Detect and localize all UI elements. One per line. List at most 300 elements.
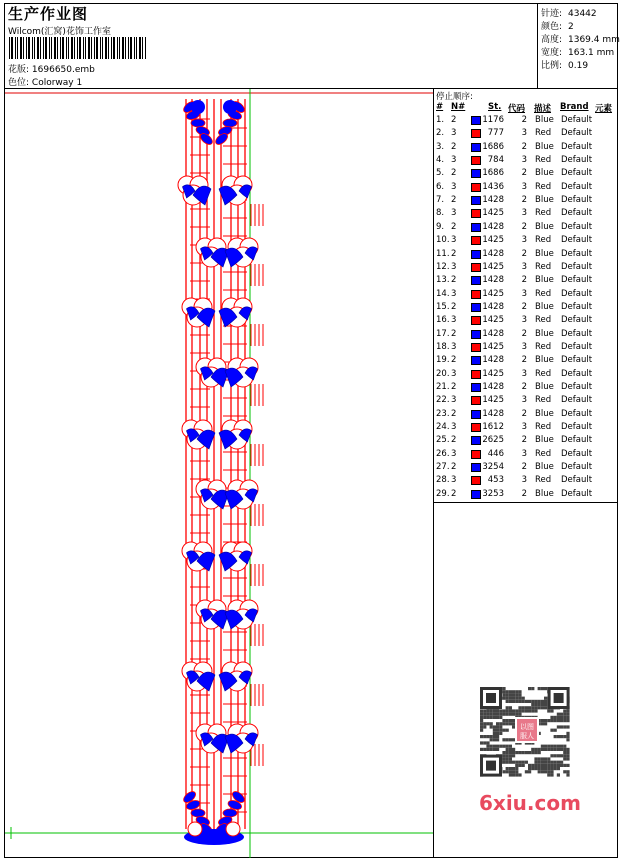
color-swatch bbox=[471, 370, 481, 379]
stop-brand: Default bbox=[561, 208, 593, 219]
qr-module bbox=[515, 764, 518, 767]
qr-module bbox=[528, 709, 531, 712]
qr-module bbox=[486, 716, 489, 719]
stop-stitches: 1425 bbox=[482, 261, 504, 272]
qr-module bbox=[493, 709, 496, 712]
stop-stitches: 1425 bbox=[482, 395, 504, 406]
stop-stitches: 3253 bbox=[482, 488, 504, 499]
barcode-bar bbox=[79, 37, 81, 59]
stop-needle: 3 bbox=[451, 422, 457, 433]
qr-module bbox=[512, 722, 515, 725]
stop-stitches: 1425 bbox=[482, 235, 504, 246]
stop-needle: 3 bbox=[451, 368, 457, 379]
qr-module bbox=[493, 735, 496, 738]
design-stats bbox=[537, 4, 618, 88]
qr-module bbox=[541, 719, 544, 722]
qr-module bbox=[544, 719, 547, 722]
qr-module bbox=[566, 757, 569, 760]
qr-module bbox=[480, 716, 483, 719]
barcode-bar bbox=[125, 37, 126, 59]
color-swatch bbox=[471, 276, 481, 285]
stop-description: Blue bbox=[535, 168, 554, 179]
barcode-bar bbox=[108, 37, 109, 59]
qr-module bbox=[566, 754, 569, 757]
barcode-bar bbox=[23, 37, 24, 59]
stop-description: Blue bbox=[535, 328, 554, 339]
stop-number: 29. bbox=[436, 488, 450, 499]
qr-module bbox=[560, 754, 563, 757]
qr-module bbox=[541, 687, 544, 690]
qr-module bbox=[499, 732, 502, 735]
stop-number: 4. bbox=[436, 155, 445, 166]
qr-module bbox=[496, 732, 499, 735]
stop-brand: Default bbox=[561, 355, 593, 366]
qr-module bbox=[518, 773, 521, 776]
qr-stamp-text: 服人 bbox=[520, 732, 534, 740]
qr-module bbox=[554, 761, 557, 764]
color-swatch bbox=[471, 236, 481, 245]
barcode-bar bbox=[88, 37, 90, 59]
qr-module bbox=[483, 748, 486, 751]
stop-sequence-table bbox=[434, 89, 617, 502]
qr-module bbox=[506, 761, 509, 764]
qr-module bbox=[518, 764, 521, 767]
qr-module bbox=[515, 700, 518, 703]
barcode-bar bbox=[134, 37, 135, 59]
qr-module bbox=[509, 713, 512, 716]
stop-sequence-title: 停止顺序: bbox=[436, 92, 473, 102]
qr-module bbox=[563, 735, 566, 738]
qr-finder-core bbox=[486, 693, 496, 703]
stop-stitches: 784 bbox=[487, 155, 504, 166]
qr-module bbox=[493, 745, 496, 748]
qr-module bbox=[512, 709, 515, 712]
qr-module bbox=[534, 757, 537, 760]
stop-number: 24. bbox=[436, 422, 450, 433]
qr-module bbox=[550, 764, 553, 767]
qr-module bbox=[563, 709, 566, 712]
qr-module bbox=[480, 748, 483, 751]
stop-needle: 2 bbox=[451, 435, 457, 446]
stop-number: 12. bbox=[436, 261, 450, 272]
qr-module bbox=[563, 751, 566, 754]
stop-needle: 2 bbox=[451, 221, 457, 232]
stop-brand: Default bbox=[561, 288, 593, 299]
qr-module bbox=[483, 725, 486, 728]
qr-module bbox=[506, 748, 509, 751]
qr-module bbox=[566, 764, 569, 767]
stop-description: Blue bbox=[535, 435, 554, 446]
qr-module bbox=[515, 773, 518, 776]
qr-module bbox=[541, 770, 544, 773]
qr-module bbox=[496, 709, 499, 712]
stop-needle: 2 bbox=[451, 408, 457, 419]
stop-description: Blue bbox=[535, 248, 554, 259]
qr-module bbox=[493, 732, 496, 735]
color-swatch bbox=[471, 450, 481, 459]
qr-module bbox=[506, 697, 509, 700]
qr-module bbox=[528, 770, 531, 773]
qr-module bbox=[515, 767, 518, 770]
qr-module bbox=[534, 761, 537, 764]
stop-row bbox=[434, 275, 617, 288]
qr-module bbox=[506, 745, 509, 748]
qr-module bbox=[506, 693, 509, 696]
stop-brand: Default bbox=[561, 475, 593, 486]
qr-module bbox=[538, 767, 541, 770]
qr-module bbox=[493, 729, 496, 732]
stop-brand: Default bbox=[561, 395, 593, 406]
stop-brand: Default bbox=[561, 315, 593, 326]
design-preview bbox=[5, 89, 433, 858]
qr-module bbox=[531, 767, 534, 770]
qr-module bbox=[544, 761, 547, 764]
stop-description: Red bbox=[535, 368, 552, 379]
table-divider bbox=[434, 502, 617, 503]
qr-module bbox=[550, 767, 553, 770]
qr-module bbox=[486, 735, 489, 738]
stop-code: 3 bbox=[521, 315, 527, 326]
stop-code: 2 bbox=[521, 248, 527, 259]
stop-row bbox=[434, 302, 617, 315]
colorway-label: 色位: bbox=[8, 78, 30, 88]
barcode-bar bbox=[100, 37, 101, 59]
qr-module bbox=[483, 716, 486, 719]
stop-needle: 2 bbox=[451, 141, 457, 152]
barcode-bar bbox=[105, 37, 107, 59]
qr-module bbox=[499, 716, 502, 719]
qr-module bbox=[566, 738, 569, 741]
color-swatch bbox=[471, 410, 481, 419]
qr-module bbox=[518, 761, 521, 764]
color-swatch bbox=[471, 196, 481, 205]
barcode-bar bbox=[74, 37, 75, 59]
barcode-bar bbox=[60, 37, 61, 59]
stop-code: 3 bbox=[521, 368, 527, 379]
stop-number: 23. bbox=[436, 408, 450, 419]
stop-needle: 3 bbox=[451, 395, 457, 406]
qr-module bbox=[528, 751, 531, 754]
qr-module bbox=[566, 732, 569, 735]
color-swatch bbox=[471, 463, 481, 472]
qr-module bbox=[547, 773, 550, 776]
stop-row bbox=[434, 168, 617, 181]
qr-module bbox=[544, 703, 547, 706]
stop-description: Red bbox=[535, 128, 552, 139]
barcode-bar bbox=[85, 37, 86, 59]
qr-module bbox=[512, 767, 515, 770]
qr-module bbox=[499, 729, 502, 732]
stop-description: Red bbox=[535, 288, 552, 299]
stop-code: 2 bbox=[521, 168, 527, 179]
qr-module bbox=[554, 719, 557, 722]
stop-description: Blue bbox=[535, 488, 554, 499]
qr-module bbox=[502, 693, 505, 696]
qr-module bbox=[483, 741, 486, 744]
stop-code: 2 bbox=[521, 382, 527, 392]
color-swatch bbox=[471, 290, 481, 299]
qr-module bbox=[496, 725, 499, 728]
qr-module bbox=[525, 761, 528, 764]
stop-row bbox=[434, 208, 617, 221]
qr-stamp-text: 以图 bbox=[520, 723, 534, 731]
qr-module bbox=[515, 693, 518, 696]
qr-module bbox=[518, 700, 521, 703]
stop-brand: Default bbox=[561, 168, 593, 179]
stop-code: 2 bbox=[521, 355, 527, 366]
qr-module bbox=[512, 697, 515, 700]
stop-description: Blue bbox=[535, 408, 554, 419]
stop-needle: 2 bbox=[451, 195, 457, 206]
qr-module bbox=[557, 735, 560, 738]
stop-code: 2 bbox=[521, 328, 527, 339]
qr-module bbox=[550, 761, 553, 764]
stop-needle: 2 bbox=[451, 275, 457, 286]
qr-module bbox=[509, 738, 512, 741]
stop-number: 16. bbox=[436, 315, 450, 326]
stop-number: 25. bbox=[436, 435, 450, 446]
qr-module bbox=[547, 770, 550, 773]
stop-code: 2 bbox=[521, 488, 527, 499]
barcode-bar bbox=[28, 37, 30, 59]
qr-module bbox=[550, 770, 553, 773]
stop-stitches: 1176 bbox=[482, 115, 504, 125]
qr-module bbox=[506, 700, 509, 703]
barcode-bar bbox=[9, 37, 10, 59]
qr-module bbox=[566, 770, 569, 773]
stop-code: 2 bbox=[521, 115, 527, 125]
stop-stitches: 1428 bbox=[482, 382, 504, 392]
stop-row bbox=[434, 235, 617, 248]
stop-row bbox=[434, 435, 617, 448]
stop-description: Blue bbox=[535, 195, 554, 206]
qr-module bbox=[502, 722, 505, 725]
qr-module bbox=[509, 745, 512, 748]
qr-module bbox=[541, 703, 544, 706]
barcode bbox=[9, 37, 146, 59]
qr-module bbox=[483, 713, 486, 716]
qr-module bbox=[512, 725, 515, 728]
color-swatch bbox=[471, 490, 481, 499]
qr-module bbox=[502, 761, 505, 764]
stop-stitches: 1428 bbox=[482, 221, 504, 232]
barcode-bar bbox=[66, 37, 67, 59]
qr-module bbox=[518, 706, 521, 709]
stop-row bbox=[434, 449, 617, 462]
qr-module bbox=[522, 700, 525, 703]
stop-code: 2 bbox=[521, 301, 527, 312]
qr-module bbox=[531, 687, 534, 690]
qr-module bbox=[531, 700, 534, 703]
col-number: # bbox=[436, 102, 444, 112]
stop-stitches: 1428 bbox=[482, 408, 504, 419]
stop-code: 2 bbox=[521, 275, 527, 286]
stop-description: Blue bbox=[535, 301, 554, 312]
qr-module bbox=[512, 754, 515, 757]
blue-petal bbox=[191, 809, 205, 817]
qr-finder-core bbox=[486, 761, 496, 771]
qr-module bbox=[509, 722, 512, 725]
barcode-bar bbox=[136, 37, 137, 59]
stop-number: 20. bbox=[436, 368, 450, 379]
barcode-bar bbox=[37, 37, 39, 59]
qr-module bbox=[490, 722, 493, 725]
qr-module bbox=[547, 745, 550, 748]
qr-module bbox=[550, 745, 553, 748]
stop-brand: Default bbox=[561, 128, 593, 139]
qr-module bbox=[554, 729, 557, 732]
qr-module bbox=[563, 770, 566, 773]
qr-module bbox=[534, 703, 537, 706]
stop-stitches: 1428 bbox=[482, 301, 504, 312]
stop-code: 2 bbox=[521, 435, 527, 446]
qr-module bbox=[550, 754, 553, 757]
qr-module bbox=[515, 761, 518, 764]
stop-row bbox=[434, 222, 617, 235]
stop-brand: Default bbox=[561, 195, 593, 206]
stop-number: 22. bbox=[436, 395, 450, 406]
blue-bloom bbox=[191, 100, 205, 114]
qr-module bbox=[544, 770, 547, 773]
qr-module bbox=[512, 748, 515, 751]
qr-module bbox=[557, 713, 560, 716]
stop-brand: Default bbox=[561, 408, 593, 419]
qr-module bbox=[563, 745, 566, 748]
qr-module bbox=[560, 748, 563, 751]
color-swatch bbox=[471, 436, 481, 445]
qr-module bbox=[544, 757, 547, 760]
stop-row bbox=[434, 382, 617, 395]
stop-description: Blue bbox=[535, 382, 554, 392]
qr-module bbox=[566, 773, 569, 776]
qr-module bbox=[483, 709, 486, 712]
color-swatch bbox=[471, 183, 481, 192]
qr-module bbox=[518, 713, 521, 716]
stop-needle: 2 bbox=[451, 248, 457, 259]
qr-module bbox=[506, 757, 509, 760]
qr-module bbox=[502, 709, 505, 712]
qr-module bbox=[531, 706, 534, 709]
color-swatch bbox=[471, 330, 481, 339]
color-swatch bbox=[471, 143, 481, 152]
qr-module bbox=[502, 690, 505, 693]
stop-needle: 2 bbox=[451, 382, 457, 392]
stop-code: 3 bbox=[521, 288, 527, 299]
qr-module bbox=[525, 751, 528, 754]
qr-module bbox=[566, 725, 569, 728]
stop-number: 5. bbox=[436, 168, 445, 179]
qr-module bbox=[550, 709, 553, 712]
qr-module bbox=[566, 719, 569, 722]
qr-module bbox=[509, 697, 512, 700]
qr-module bbox=[512, 719, 515, 722]
color-swatch bbox=[471, 169, 481, 178]
qr-module bbox=[486, 741, 489, 744]
qr-module bbox=[534, 764, 537, 767]
color-swatch bbox=[471, 129, 481, 138]
qr-module bbox=[515, 751, 518, 754]
qr-module bbox=[563, 757, 566, 760]
qr-module bbox=[509, 770, 512, 773]
qr-module bbox=[486, 709, 489, 712]
qr-module bbox=[493, 748, 496, 751]
stop-needle: 3 bbox=[451, 261, 457, 272]
stop-brand: Default bbox=[561, 368, 593, 379]
qr-module bbox=[528, 767, 531, 770]
stop-number: 17. bbox=[436, 328, 450, 339]
stop-needle: 2 bbox=[451, 462, 457, 473]
barcode-bar bbox=[43, 37, 44, 59]
stop-description: Red bbox=[535, 475, 552, 486]
barcode-bar bbox=[83, 37, 84, 59]
qr-module bbox=[541, 761, 544, 764]
qr-module bbox=[531, 703, 534, 706]
color-swatch bbox=[471, 116, 481, 125]
color-swatch bbox=[471, 156, 481, 165]
qr-module bbox=[528, 700, 531, 703]
qr-module bbox=[506, 719, 509, 722]
stop-number: 27. bbox=[436, 462, 450, 473]
qr-module bbox=[512, 770, 515, 773]
qr-module bbox=[566, 735, 569, 738]
stop-number: 11. bbox=[436, 248, 450, 259]
stop-brand: Default bbox=[561, 235, 593, 246]
qr-module bbox=[490, 735, 493, 738]
color-swatch bbox=[471, 343, 481, 352]
qr-module bbox=[538, 687, 541, 690]
qr-module bbox=[496, 735, 499, 738]
stop-code: 3 bbox=[521, 422, 527, 433]
qr-module bbox=[493, 738, 496, 741]
stop-needle: 3 bbox=[451, 475, 457, 486]
colorway bbox=[8, 75, 82, 88]
qr-module bbox=[502, 697, 505, 700]
color-swatch bbox=[471, 383, 481, 392]
barcode-bar bbox=[40, 37, 41, 59]
stop-number: 19. bbox=[436, 355, 450, 366]
qr-module bbox=[563, 754, 566, 757]
stop-needle: 2 bbox=[451, 115, 457, 125]
color-swatch bbox=[471, 263, 481, 272]
qr-module bbox=[531, 764, 534, 767]
stop-needle: 3 bbox=[451, 208, 457, 219]
stop-stitches: 777 bbox=[487, 128, 504, 139]
barcode-bar bbox=[130, 37, 132, 59]
qr-module bbox=[496, 738, 499, 741]
stop-brand: Default bbox=[561, 141, 593, 152]
qr-module bbox=[486, 722, 489, 725]
qr-module bbox=[554, 745, 557, 748]
qr-module bbox=[502, 719, 505, 722]
qr-module bbox=[538, 770, 541, 773]
stop-stitches: 1425 bbox=[482, 288, 504, 299]
qr-module bbox=[531, 748, 534, 751]
qr-module bbox=[522, 697, 525, 700]
barcode-bar bbox=[102, 37, 103, 59]
qr-module bbox=[496, 729, 499, 732]
qr-module bbox=[522, 751, 525, 754]
qr-module bbox=[560, 713, 563, 716]
qr-module bbox=[506, 722, 509, 725]
stop-needle: 3 bbox=[451, 128, 457, 139]
barcode-bar bbox=[34, 37, 35, 59]
qr-module bbox=[547, 709, 550, 712]
qr-module bbox=[550, 748, 553, 751]
qr-module bbox=[512, 773, 515, 776]
qr-module bbox=[506, 690, 509, 693]
qr-module bbox=[525, 700, 528, 703]
qr-module bbox=[493, 713, 496, 716]
